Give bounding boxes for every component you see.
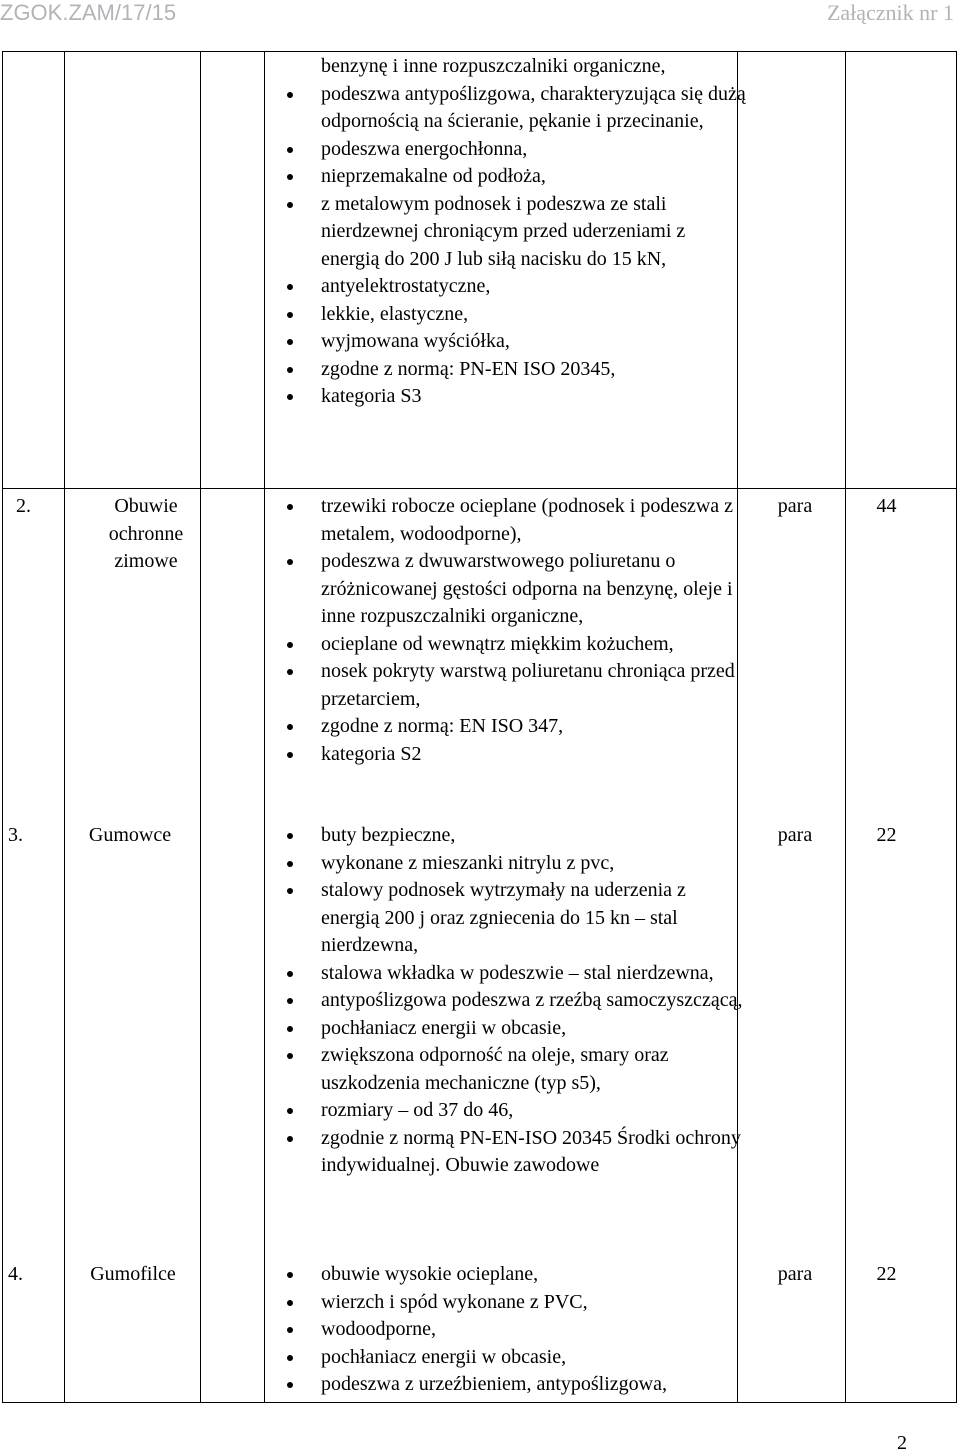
row-number: 2. [16, 495, 31, 517]
list-item: wodoodporne, [287, 1316, 747, 1344]
list-item: antyelektrostatyczne, [287, 273, 747, 301]
list-item: zgodne z normą: PN-EN ISO 20345, [287, 356, 747, 384]
table-border-right [956, 51, 957, 1403]
table-border-col3 [264, 51, 265, 1403]
table-border-bottom [2, 1402, 957, 1403]
item-name: Obuwie ochronne zimowe [108, 495, 184, 572]
page-number: 2 [897, 1432, 907, 1454]
list-item: wierzch i spód wykonane z PVC, [287, 1289, 747, 1317]
quantity-value: 44 [876, 495, 897, 517]
list-item: z metalowym podnosek i podeszwa ze stali nierdzewnej chroniącym przed uderzeniami z energią do 200 J lub siłą nacisku do 15 kN, [287, 191, 747, 274]
list-item: trzewiki robocze ocieplane (podnosek i podeszwa z metalem, wodoodporne), [287, 493, 747, 548]
list-item: rozmiary – od 37 do 46, [287, 1097, 747, 1125]
table-border-col1 [64, 51, 65, 1403]
unit-label: para [777, 1263, 813, 1285]
list-item: podeszwa energochłonna, [287, 136, 747, 164]
list-item: podeszwa antypoślizgowa, charakteryzująca się dużą odpornością na ścieranie, pękanie i przecinanie, [287, 81, 747, 136]
row-number: 4. [8, 1263, 23, 1285]
list-item: podeszwa z urzeźbieniem, antypoślizgowa, [287, 1371, 747, 1399]
list-item: podeszwa z dwuwarstwowego poliuretanu o zróżnicowanej gęstości odporna na benzynę, oleje i inne rozpuszczalniki organiczne, [287, 548, 747, 631]
table-border-left [2, 51, 3, 1403]
attachment-label: Załącznik nr 1 [826, 0, 954, 25]
list-item: nosek pokryty warstwą poliuretanu chroniąca przed przetarciem, [287, 658, 747, 713]
item-name: Gumofilce [90, 1263, 176, 1285]
list-item: nieprzemakalne od podłoża, [287, 163, 747, 191]
list-item: kategoria S2 [287, 741, 747, 769]
document-reference: ZGOK.ZAM/17/15 [0, 0, 177, 25]
list-item: obuwie wysokie ocieplane, [287, 1261, 747, 1289]
list-item: stalowa wkładka w podeszwie – stal nierdzewna, [287, 960, 747, 988]
item-list [287, 53, 747, 411]
list-item: zwiększona odporność na oleje, smary oraz uszkodzenia mechaniczne (typ s5), [287, 1042, 747, 1097]
list-item: ocieplane od wewnątrz miękkim kożuchem, [287, 631, 747, 659]
table-border-top [2, 51, 957, 52]
unit-label: para [777, 824, 813, 846]
row-number: 3. [8, 824, 23, 846]
list-item: stalowy podnosek wytrzymały na uderzenia z energią 200 j oraz zgniecenia do 15 kn – stal nierdzewna, [287, 877, 747, 960]
list-item: benzynę i inne rozpuszczalniki organiczne, [321, 55, 666, 77]
list-item: wyjmowana wyściółka, [287, 328, 747, 356]
quantity-value: 22 [876, 1263, 897, 1285]
list-item: zgodnie z normą PN-EN-ISO 20345 Środki ochrony indywidualnej. Obuwie zawodowe [287, 1125, 747, 1180]
list-item: zgodne z normą: EN ISO 347, [287, 713, 747, 741]
list-item: lekkie, elastyczne, [287, 301, 747, 329]
item-list [287, 1261, 747, 1399]
unit-label: para [777, 495, 813, 517]
list-item: kategoria S3 [287, 383, 747, 411]
list-item: antypoślizgowa podeszwa z rzeźbą samoczyszczącą, [287, 987, 747, 1015]
list-item: buty bezpieczne, [287, 822, 747, 850]
item-list [287, 822, 747, 1180]
quantity-value: 22 [876, 824, 897, 846]
table-border-col5 [845, 51, 846, 1403]
list-item: pochłaniacz energii w obcasie, [287, 1015, 747, 1043]
list-item: wykonane z mieszanki nitrylu z pvc, [287, 850, 747, 878]
table-border-col2 [200, 51, 201, 1403]
item-name: Gumowce [88, 824, 172, 846]
item-list [287, 493, 747, 768]
list-item: pochłaniacz energii w obcasie, [287, 1344, 747, 1372]
table-row-separator [2, 488, 957, 489]
